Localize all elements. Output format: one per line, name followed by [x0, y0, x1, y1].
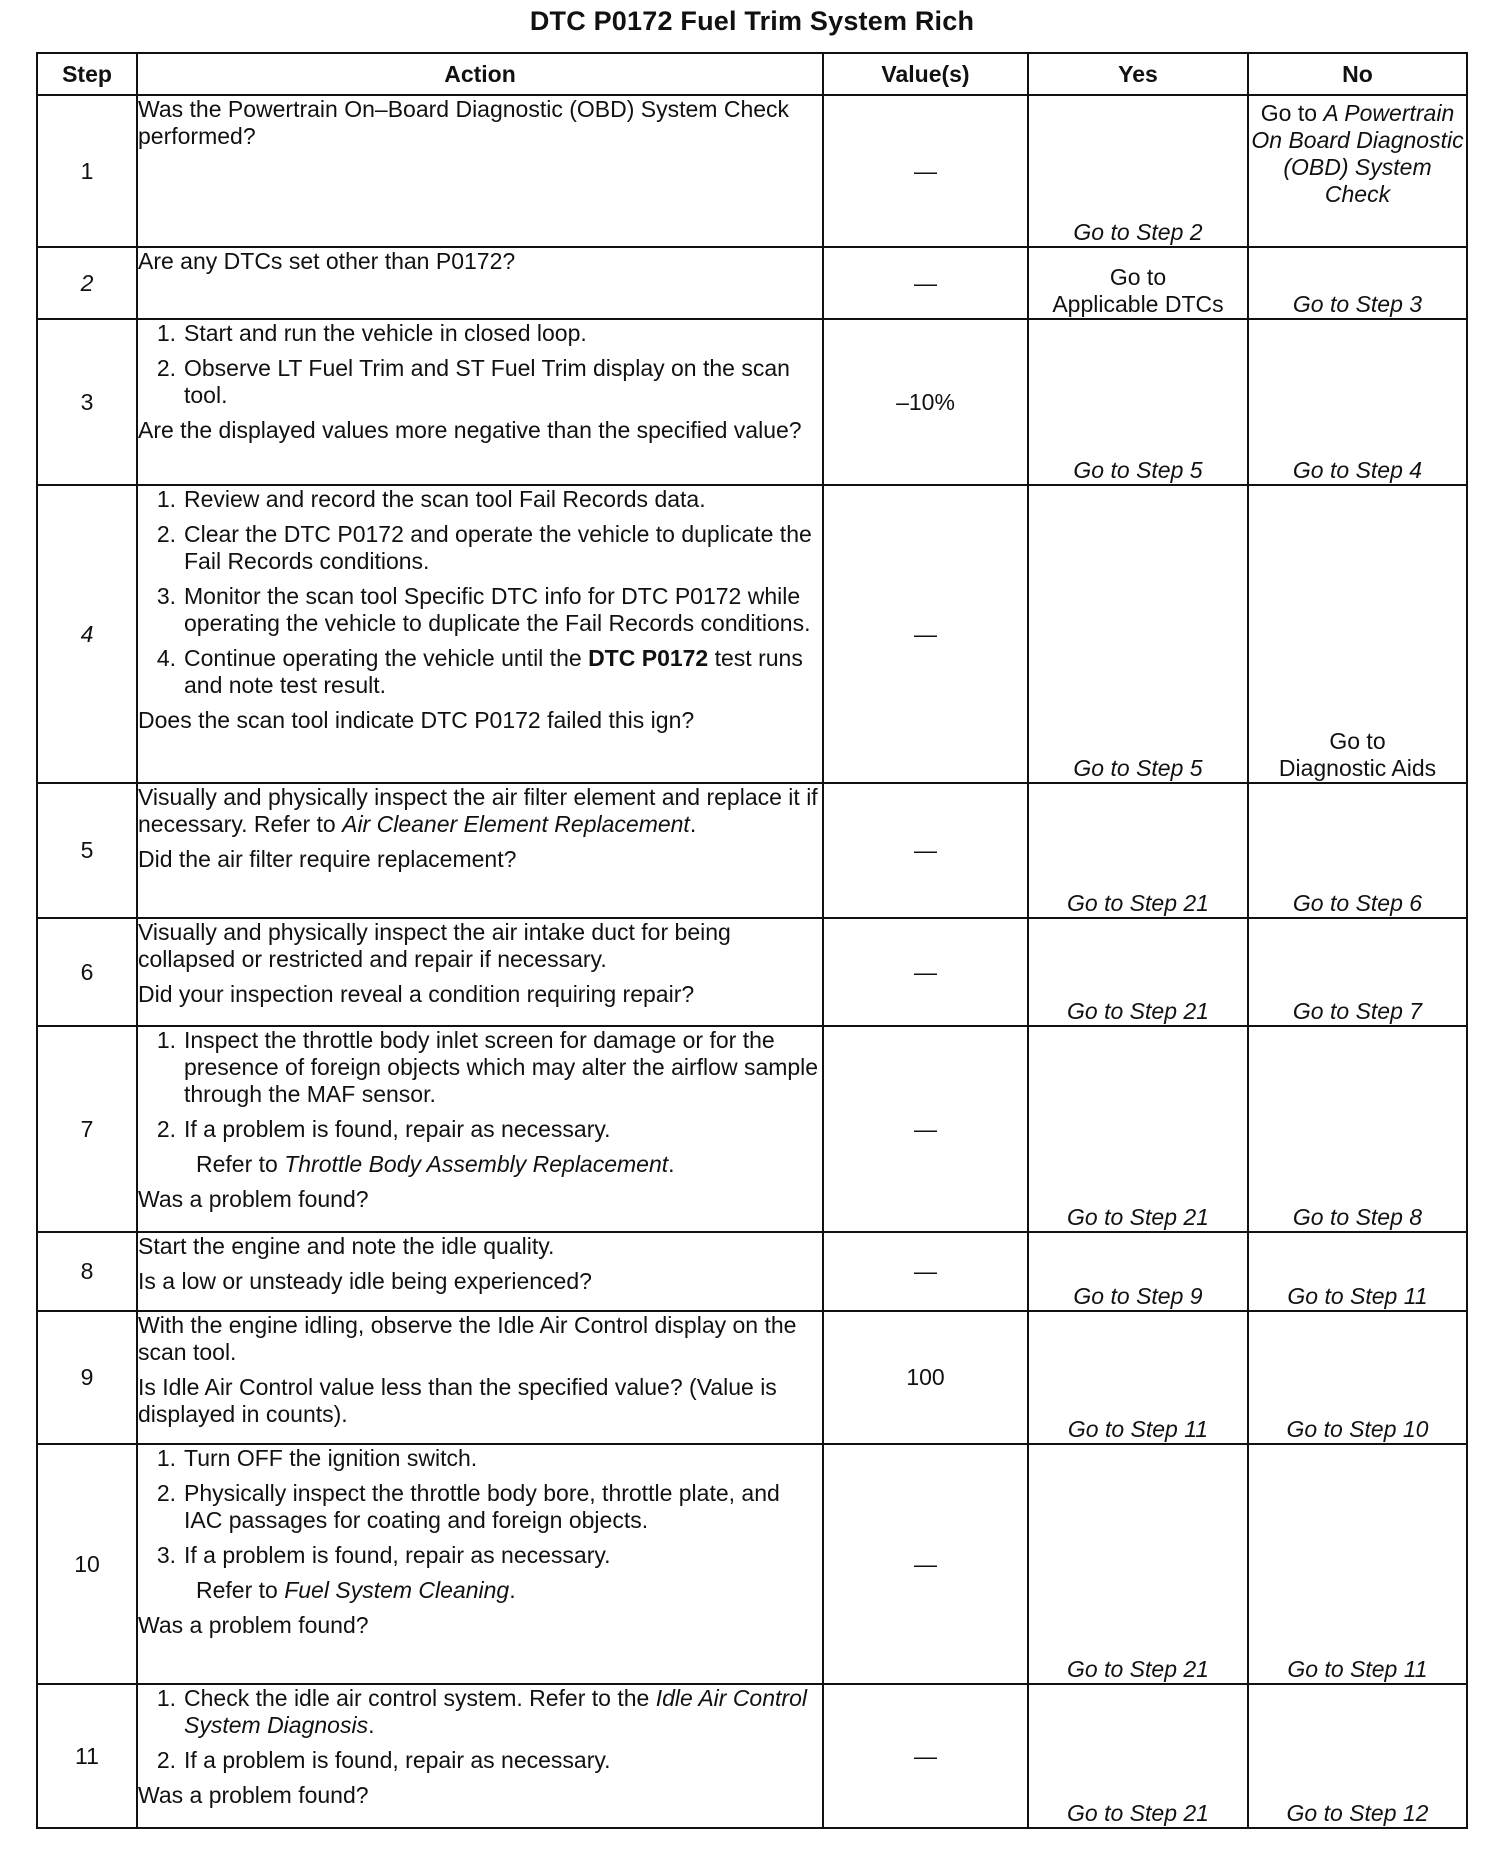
- value-cell: —: [823, 918, 1028, 1026]
- no-cell: Go to Step 12: [1248, 1684, 1467, 1828]
- no-cell: Go to Step 11: [1248, 1444, 1467, 1684]
- header-no: No: [1248, 53, 1467, 95]
- step-number: 3: [37, 319, 137, 485]
- step-number: 10: [37, 1444, 137, 1684]
- action-question: Was a problem found?: [138, 1186, 369, 1212]
- table-row: [37, 1444, 1467, 1684]
- action-cell: [137, 1444, 823, 1684]
- action-paragraph: Start the engine and note the idle quality.: [138, 1233, 555, 1259]
- no-cell: [1248, 485, 1467, 783]
- action-question: Does the scan tool indicate DTC P0172 failed this ign?: [138, 707, 695, 733]
- list-item: 2. If a problem is found, repair as necessary.: [156, 1116, 611, 1142]
- no-cell: Go to Step 10: [1248, 1311, 1467, 1444]
- value-cell: —: [823, 1232, 1028, 1311]
- action-cell: [137, 1232, 823, 1311]
- table-row: [37, 1684, 1467, 1828]
- step-number: 7: [37, 1026, 137, 1232]
- table-row: [37, 247, 1467, 319]
- yes-cell: Go to Step 11: [1028, 1311, 1248, 1444]
- step-number: 11: [37, 1684, 137, 1828]
- yes-cell: Go to Step 5: [1028, 319, 1248, 485]
- value-cell: —: [823, 485, 1028, 783]
- action-cell: [137, 247, 823, 319]
- yes-cell: Go to Step 21: [1028, 783, 1248, 918]
- list-item: 1. Turn OFF the ignition switch.: [156, 1445, 478, 1471]
- yes-line: Applicable DTCs: [1052, 291, 1224, 317]
- action-paragraph: Visually and physically inspect the air intake duct for being collapsed or restricted and repair if necessary.: [138, 919, 731, 972]
- reference-link: Air Cleaner Element Replacement: [342, 811, 690, 837]
- no-cell: Go to Step 3: [1248, 247, 1467, 319]
- step-number: 9: [37, 1311, 137, 1444]
- list-item: 1. Check the idle air control system. Refer to the Idle Air Control System Diagnosis.: [156, 1685, 807, 1738]
- action-cell: [137, 918, 823, 1026]
- action-question: Did your inspection reveal a condition requiring repair?: [138, 981, 695, 1007]
- list-item: 3. If a problem is found, repair as necessary.: [156, 1542, 611, 1568]
- reference-link: Throttle Body Assembly Replacement: [284, 1151, 669, 1177]
- yes-cell: Go to Step 5: [1028, 485, 1248, 783]
- table-row: [37, 1026, 1467, 1232]
- yes-cell: Go to Step 21: [1028, 918, 1248, 1026]
- table-row: [37, 1232, 1467, 1311]
- action-question: Was a problem found?: [138, 1782, 369, 1808]
- yes-cell: Go to Step 21: [1028, 1026, 1248, 1232]
- action-cell: [137, 95, 823, 247]
- list-item: 2. If a problem is found, repair as necessary.: [156, 1747, 611, 1773]
- value-cell: —: [823, 1026, 1028, 1232]
- value-cell: –10%: [823, 319, 1028, 485]
- step-number: 4: [37, 485, 137, 783]
- action-cell: [137, 319, 823, 485]
- yes-line: Go to: [1109, 264, 1167, 290]
- diagnostic-table: [36, 52, 1468, 1829]
- no-line: Diagnostic Aids: [1278, 755, 1437, 781]
- value-cell: —: [823, 247, 1028, 319]
- header-values: Value(s): [823, 53, 1028, 95]
- list-item: 4. Continue operating the vehicle until the DTC P0172 test runs and note test result.: [156, 645, 803, 698]
- no-line: Go to: [1329, 728, 1386, 754]
- action-reference: Refer to Throttle Body Assembly Replacement.: [196, 1151, 675, 1177]
- table-row: [37, 95, 1467, 247]
- yes-cell: Go to Step 21: [1028, 1444, 1248, 1684]
- no-cell: Go to Step 11: [1248, 1232, 1467, 1311]
- action-question: Are any DTCs set other than P0172?: [138, 248, 516, 274]
- header-yes: Yes: [1028, 53, 1248, 95]
- action-cell: [137, 1026, 823, 1232]
- action-question: Is Idle Air Control value less than the specified value? (Value is displayed in counts).: [138, 1374, 777, 1427]
- action-question: Was the Powertrain On–Board Diagnostic (OBD) System Check performed?: [138, 96, 790, 149]
- no-cell: Go to Step 6: [1248, 783, 1467, 918]
- action-question: Are the displayed values more negative than the specified value?: [138, 417, 802, 443]
- value-cell: 100: [823, 1311, 1028, 1444]
- value-cell: —: [823, 1684, 1028, 1828]
- action-paragraph: Visually and physically inspect the air filter element and replace it if necessary. Refer to Air Cleaner Element Replacement.: [138, 784, 818, 837]
- list-item: 2. Physically inspect the throttle body bore, throttle plate, and IAC passages for coating and foreign objects.: [156, 1480, 780, 1533]
- table-row: [37, 918, 1467, 1026]
- action-question: Did the air filter require replacement?: [138, 846, 517, 872]
- no-cell: Go to Step 4: [1248, 319, 1467, 485]
- table-row: [37, 1311, 1467, 1444]
- table-row: [37, 783, 1467, 918]
- value-cell: —: [823, 95, 1028, 247]
- action-question: Is a low or unsteady idle being experienced?: [138, 1268, 592, 1294]
- no-prefix: Go to: [1260, 100, 1324, 126]
- no-cell: [1248, 95, 1467, 247]
- value-cell: —: [823, 783, 1028, 918]
- action-cell: [137, 1684, 823, 1828]
- yes-cell: [1028, 247, 1248, 319]
- table-row: [37, 319, 1467, 485]
- list-item: 3. Monitor the scan tool Specific DTC info for DTC P0172 while operating the vehicle to duplicate the Fail Records conditions.: [156, 583, 811, 636]
- step-number: 6: [37, 918, 137, 1026]
- list-item: 2. Observe LT Fuel Trim and ST Fuel Trim display on the scan tool.: [156, 355, 790, 408]
- list-item: 2. Clear the DTC P0172 and operate the vehicle to duplicate the Fail Records conditions.: [156, 521, 812, 574]
- step-number: 5: [37, 783, 137, 918]
- yes-cell: Go to Step 9: [1028, 1232, 1248, 1311]
- action-cell: [137, 1311, 823, 1444]
- header-row: [37, 53, 1467, 95]
- list-item: 1. Inspect the throttle body inlet screen for damage or for the presence of foreign objects which may alter the airflow sample through the MAF sensor.: [156, 1027, 819, 1107]
- action-reference: Refer to Fuel System Cleaning.: [196, 1577, 516, 1603]
- step-number: 1: [37, 95, 137, 247]
- reference-link: Idle Air Control System Diagnosis: [184, 1685, 807, 1738]
- header-step: Step: [37, 53, 137, 95]
- action-question: Was a problem found?: [138, 1612, 369, 1638]
- action-cell: [137, 783, 823, 918]
- header-action: Action: [137, 53, 823, 95]
- page-title: DTC P0172 Fuel Trim System Rich: [529, 6, 975, 36]
- no-cell: Go to Step 8: [1248, 1026, 1467, 1232]
- step-number: 2: [37, 247, 137, 319]
- table-row: [37, 485, 1467, 783]
- step-number: 8: [37, 1232, 137, 1311]
- yes-cell: Go to Step 2: [1028, 95, 1248, 247]
- action-cell: [137, 485, 823, 783]
- action-paragraph: With the engine idling, observe the Idle Air Control display on the scan tool.: [138, 1312, 797, 1365]
- yes-cell: Go to Step 21: [1028, 1684, 1248, 1828]
- no-cell: Go to Step 7: [1248, 918, 1467, 1026]
- value-cell: —: [823, 1444, 1028, 1684]
- list-item: 1. Review and record the scan tool Fail Records data.: [156, 486, 706, 512]
- reference-link: Fuel System Cleaning: [284, 1577, 510, 1603]
- no-reference: A Powertrain On Board Diagnostic (OBD) System Check: [1251, 100, 1464, 207]
- list-item: 1. Start and run the vehicle in closed loop.: [156, 320, 587, 346]
